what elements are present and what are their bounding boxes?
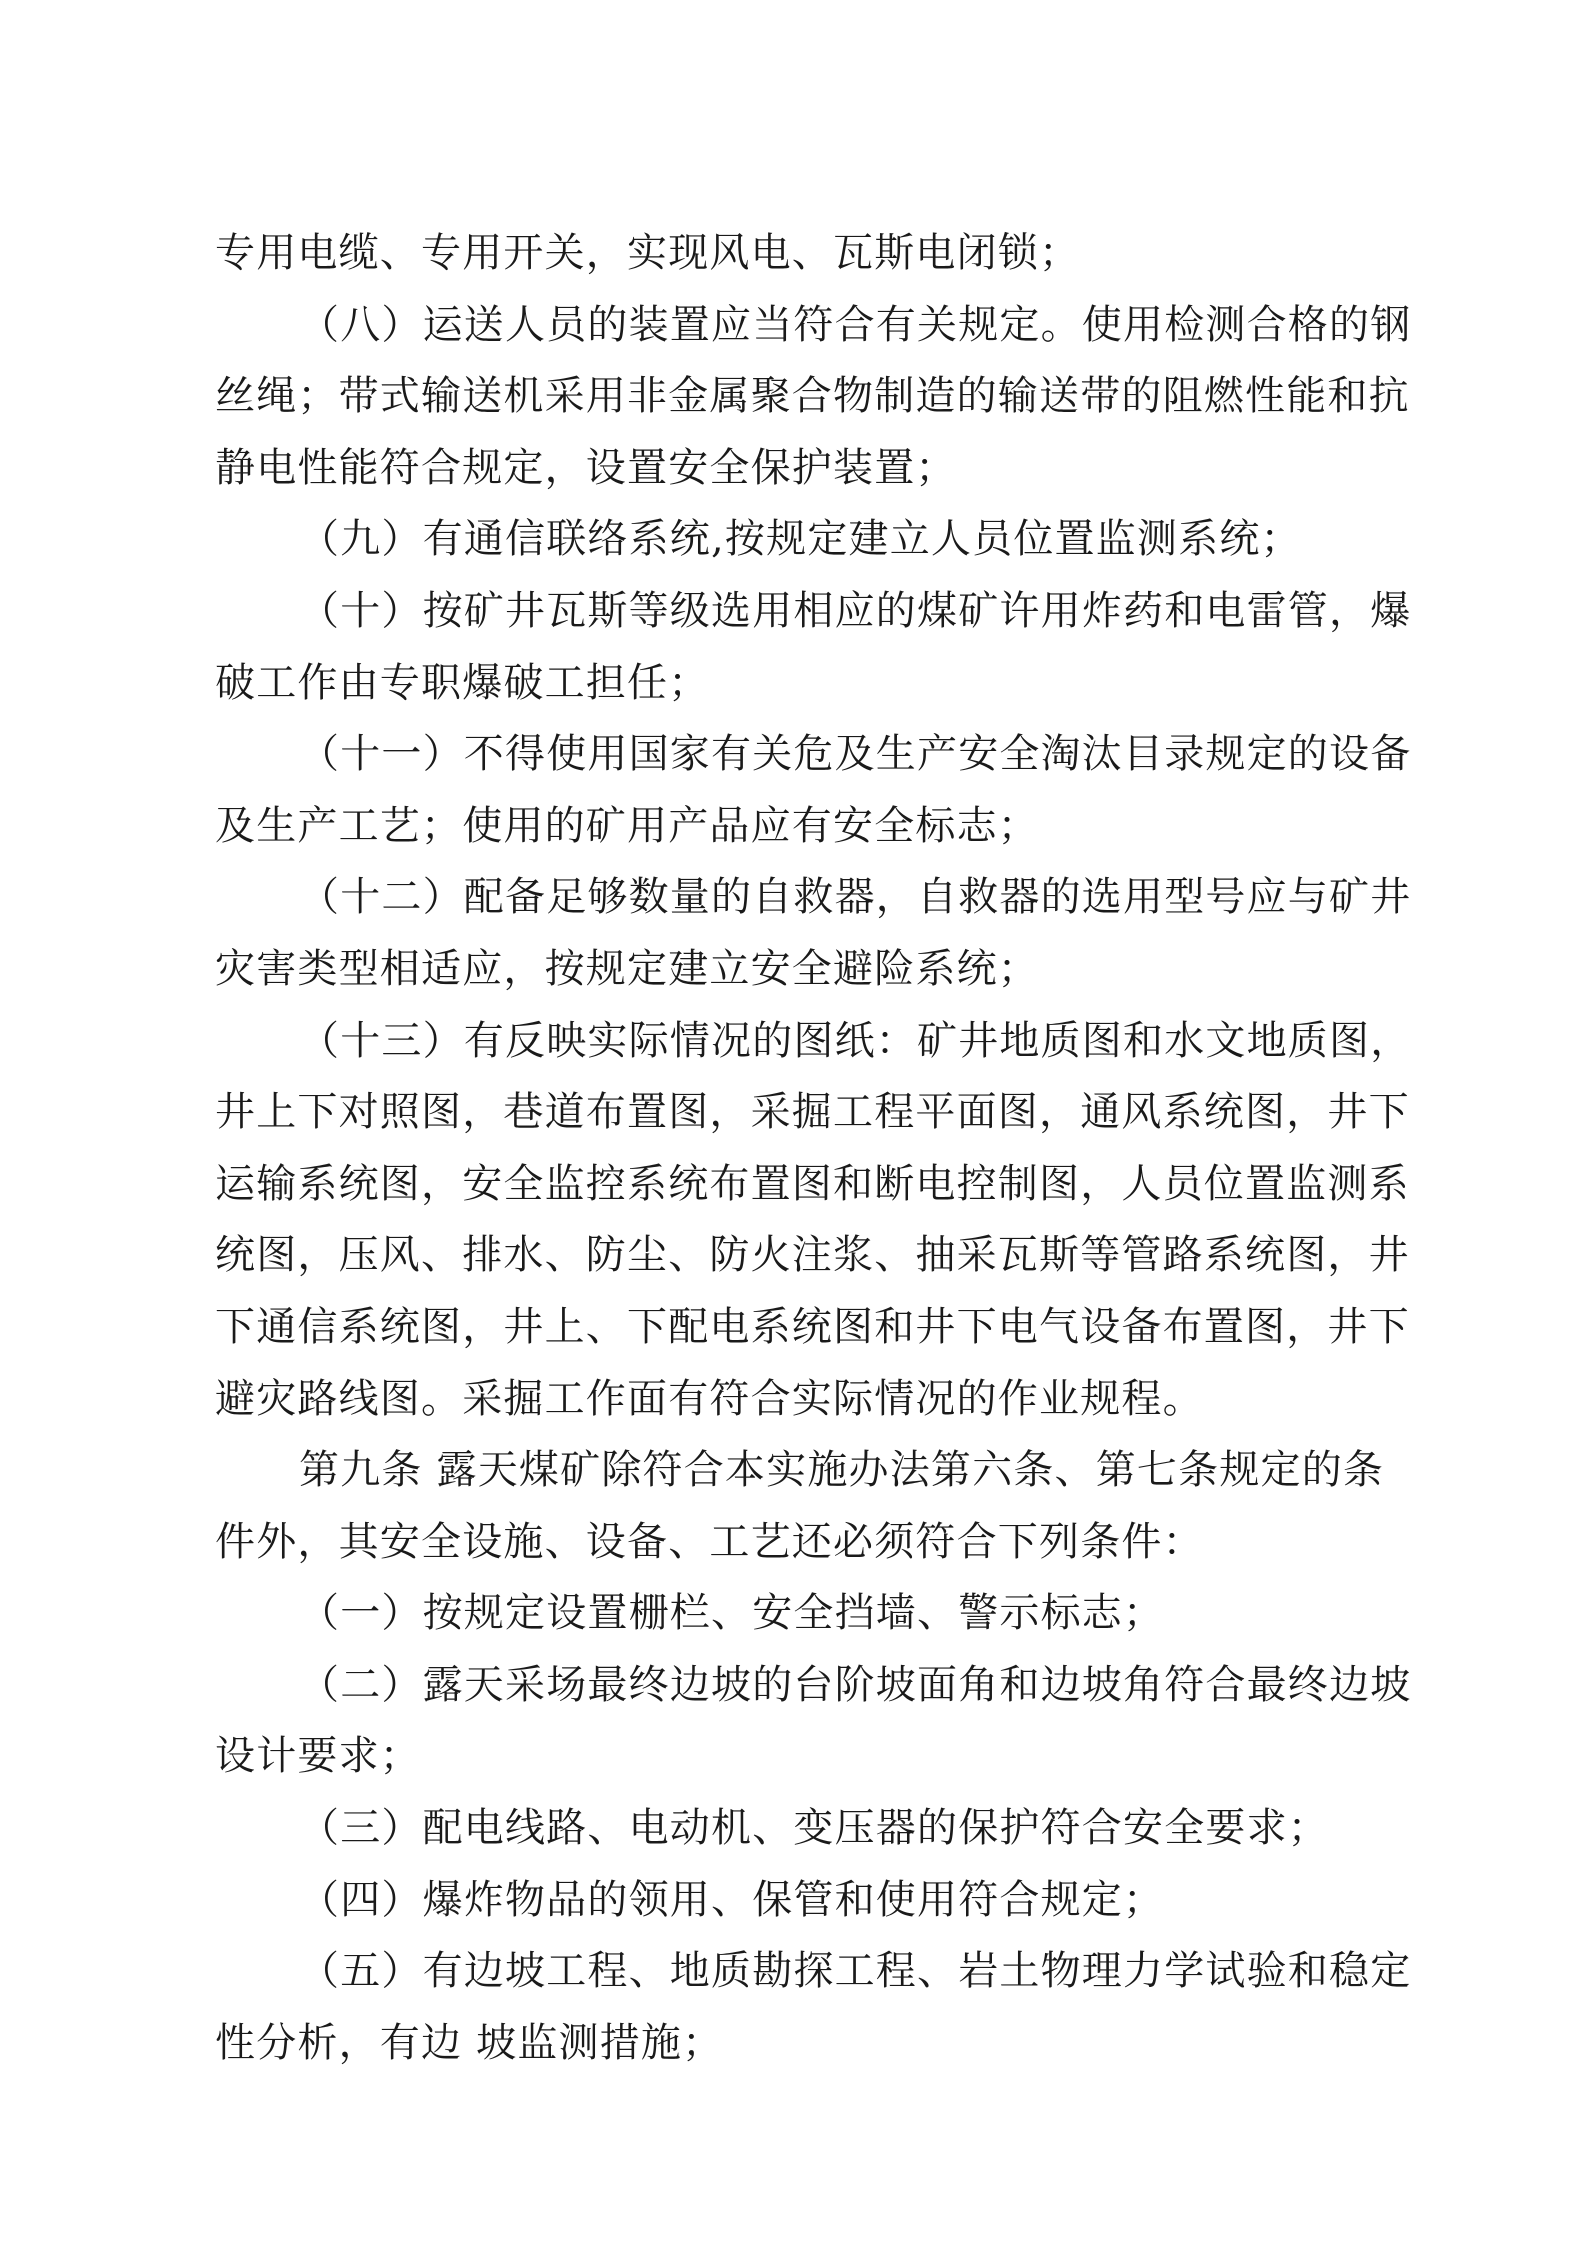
text-line: 破工作由专职爆破工担任； <box>215 659 710 706</box>
text-line: 井上下对照图，巷道布置图，采掘工程平面图，通风系统图，井下 <box>215 1089 1410 1136</box>
text-line: （十二）配备足够数量的自救器，自救器的选用型号应与矿井 <box>299 874 1412 921</box>
text-line: 丝绳；带式输送机采用非金属聚合物制造的输送带的阻燃性能和抗 <box>215 373 1410 420</box>
text-line: 运输系统图，安全监控系统布置图和断电控制图，人员位置监测系 <box>215 1160 1410 1207</box>
text-line: （九）有通信联络系统,按规定建立人员位置监测系统； <box>299 516 1302 563</box>
text-line: 件外，其安全设施、设备、工艺还必须符合下列条件： <box>215 1518 1204 1565</box>
text-line: 性分析，有边 坡监测措施； <box>215 2019 724 2066</box>
text-line: （一）按规定设置栅栏、安全挡墙、警示标志； <box>299 1590 1165 1637</box>
text-line: 设计要求； <box>215 1733 421 1780</box>
text-line: （十一）不得使用国家有关危及生产安全淘汰目录规定的设备 <box>299 731 1412 778</box>
text-line: （十三）有反映实际情况的图纸：矿井地质图和水文地质图， <box>299 1017 1412 1064</box>
text-line: 第九条 露天煤矿除符合本实施办法第六条、第七条规定的条 <box>299 1447 1385 1494</box>
text-line: 专用电缆、专用开关，实现风电、瓦斯电闭锁； <box>215 230 1081 276</box>
text-line: （八）运送人员的装置应当符合有关规定。使用检测合格的钢 <box>299 301 1412 348</box>
text-line: 及生产工艺；使用的矿用产品应有安全标志； <box>215 802 1039 849</box>
text-line: 下通信系统图，井上、下配电系统图和井下电气设备布置图，井下 <box>215 1303 1410 1350</box>
text-line: 避灾路线图。采掘工作面有符合实际情况的作业规程。 <box>215 1375 1204 1422</box>
text-line: （五）有边坡工程、地质勘探工程、岩土物理力学试验和稳定 <box>299 1948 1412 1995</box>
text-line: （三）配电线路、电动机、变压器的保护符合安全要求； <box>299 1805 1329 1852</box>
text-line: （四）爆炸物品的领用、保管和使用符合规定； <box>299 1876 1165 1923</box>
document-body <box>215 218 1412 2079</box>
text-line: （二）露天采场最终边坡的台阶坡面角和边坡角符合最终边坡 <box>299 1661 1412 1708</box>
text-line: 灾害类型相适应，按规定建立安全避险系统； <box>215 945 1039 992</box>
text-line: 静电性能符合规定，设置安全保护装置； <box>215 444 957 491</box>
text-line: 统图，压风、排水、防尘、防火注浆、抽采瓦斯等管路系统图，井 <box>215 1232 1410 1279</box>
text-line: （十）按矿井瓦斯等级选用相应的煤矿许用炸药和电雷管，爆 <box>299 587 1412 634</box>
